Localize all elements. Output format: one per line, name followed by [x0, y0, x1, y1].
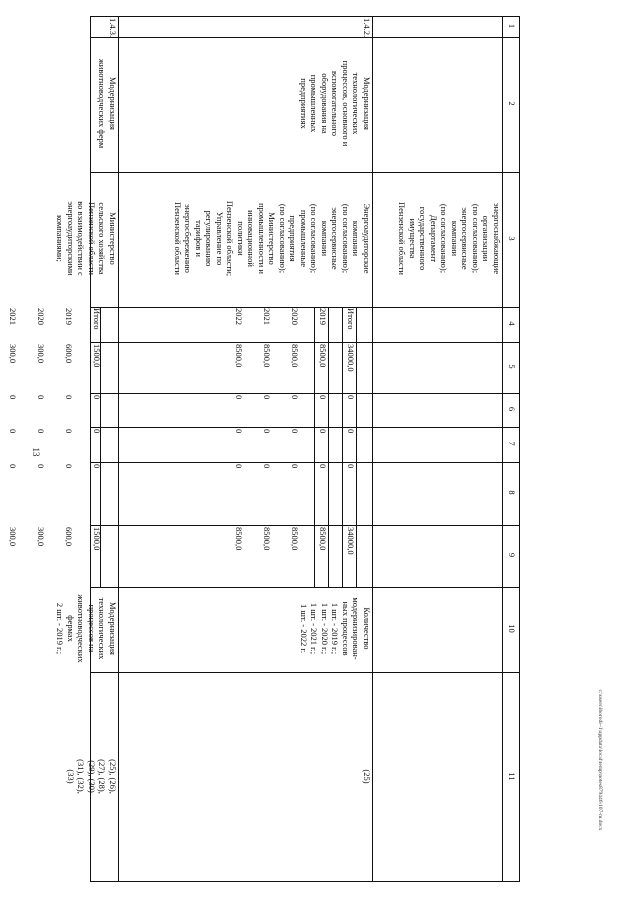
value: 0: [36, 464, 46, 469]
continued-executors: энергоснабжающие организации (по согласованию); энергосервисные компании (по согласованию); Департамент государственного имущества Пензенской области: [397, 202, 502, 275]
value: 0: [262, 429, 272, 434]
value: 0: [92, 464, 102, 469]
row-2-col5: [0, 344, 118, 392]
year-2019: 2019: [64, 308, 74, 325]
value: 34000,0: [346, 344, 356, 372]
value: 0: [8, 464, 18, 469]
col-header-9: 9: [507, 552, 517, 558]
value: 8500,0: [262, 344, 272, 368]
value: 0: [92, 395, 102, 400]
col-header-5: 5: [507, 364, 517, 369]
row-1-indicator: Количество модернизирован- ных процессов 1 шт. - 2019 г.; 1 шт. - 2020 г.; 1 шт. - 2021 г.; 1 шт. - 2022 г.: [299, 597, 372, 660]
row-2-number: 1.4.3.: [108, 18, 118, 38]
value: 0: [262, 395, 272, 400]
value: 0: [8, 395, 18, 400]
value: 300,0: [36, 344, 46, 364]
col-header-11: 11: [507, 772, 517, 781]
row-2-refs: (25), (26), (27), (28), (29), (30) (31), (32), (33): [66, 759, 118, 794]
value: 8500,0: [262, 527, 272, 551]
footer-file-path: c:\users\iborodi~1\appdata\local\temp\notes879446\107-m.docx: [597, 689, 603, 831]
value: 8500,0: [234, 344, 244, 368]
col-header-6: 6: [507, 406, 517, 412]
year-2022: 2022: [234, 308, 244, 325]
value: 0: [318, 464, 328, 469]
col-header-1: 1: [507, 23, 517, 29]
row-2-name: Модернизация животноводческих ферм: [97, 58, 118, 149]
value: 0: [318, 429, 328, 434]
value: 8500,0: [290, 527, 300, 551]
row-2-years: [0, 308, 118, 341]
row-2-indicator: Модернизация технологических процессов на животноводческих фермах 2 шт. - 2019 г.;: [55, 594, 118, 663]
col-header-2: 2: [507, 101, 517, 106]
row-1-number: 1.4.2.: [362, 18, 372, 38]
value: 0: [64, 395, 74, 400]
value: 0: [64, 429, 74, 434]
col-header-8: 8: [507, 490, 517, 495]
row-1-executors: Энергоаудиторские компании (по согласованию); энергосервисные компании (по согласованию); промышленные предприятия (по согласованию); Министерство промышленности и инновационной политики Пензенской области; Управление по регулированию тарифов и энергосбережению Пензенской области: [173, 200, 372, 277]
row-1-col8: [218, 464, 372, 524]
value: 0: [36, 429, 46, 434]
value: 0: [290, 395, 300, 400]
row-2-col8: [0, 464, 118, 524]
value: 8500,0: [234, 527, 244, 551]
value: 0: [346, 395, 356, 400]
value: 0: [36, 395, 46, 400]
year-2020: 2020: [290, 308, 300, 325]
value: 8500,0: [290, 344, 300, 368]
row-1-col5: [218, 344, 372, 392]
year-2019: 2019: [318, 308, 328, 325]
value: 0: [290, 429, 300, 434]
value: 1500,0: [92, 344, 102, 368]
value: 8500,0: [318, 527, 328, 551]
page-number: 13: [31, 447, 41, 457]
value: 0: [234, 464, 244, 469]
row-1-years: [218, 308, 372, 341]
year-total: Итого: [92, 308, 102, 330]
row-2-executors: Министерство сельского хозяйства Пензенской области во взаимодействии с энергоаудиторскими компаниями;: [55, 201, 118, 276]
row-1-col6: [218, 395, 372, 426]
row-1-refs: (25): [362, 769, 372, 784]
year-2021: 2021: [8, 308, 18, 325]
row-1-name: Модернизация технологических процессов, основного и вспомогательного оборудования на промышленных предприятиях: [299, 60, 372, 147]
value: 0: [234, 395, 244, 400]
year-2021: 2021: [262, 308, 272, 325]
value: 300,0: [8, 527, 18, 547]
value: 0: [92, 429, 102, 434]
value: 34000,0: [346, 527, 356, 555]
year-total: Итого: [346, 308, 356, 330]
value: 0: [318, 395, 328, 400]
value: 8500,0: [318, 344, 328, 368]
value: 0: [346, 464, 356, 469]
rotated-table: [8, 16, 520, 882]
row-1-col9: [218, 527, 372, 586]
row-1-col7: [218, 429, 372, 461]
row-2-col6: [0, 395, 118, 426]
col-header-4: 4: [507, 321, 517, 326]
col-header-3: 3: [507, 236, 517, 241]
value: 0: [346, 429, 356, 434]
value: 1500,0: [92, 527, 102, 551]
row-2-col9: [0, 527, 118, 586]
value: 600,0: [64, 344, 74, 364]
col-header-10: 10: [507, 624, 517, 633]
value: 300,0: [36, 527, 46, 547]
row-2-col7: [0, 429, 118, 461]
col-header-7: 7: [507, 441, 517, 446]
value: 600,0: [64, 527, 74, 547]
value: 300,0: [8, 344, 18, 364]
value: 0: [262, 464, 272, 469]
value: 0: [234, 429, 244, 434]
value: 0: [64, 464, 74, 469]
year-2020: 2020: [36, 308, 46, 325]
value: 0: [8, 429, 18, 434]
value: 0: [290, 464, 300, 469]
